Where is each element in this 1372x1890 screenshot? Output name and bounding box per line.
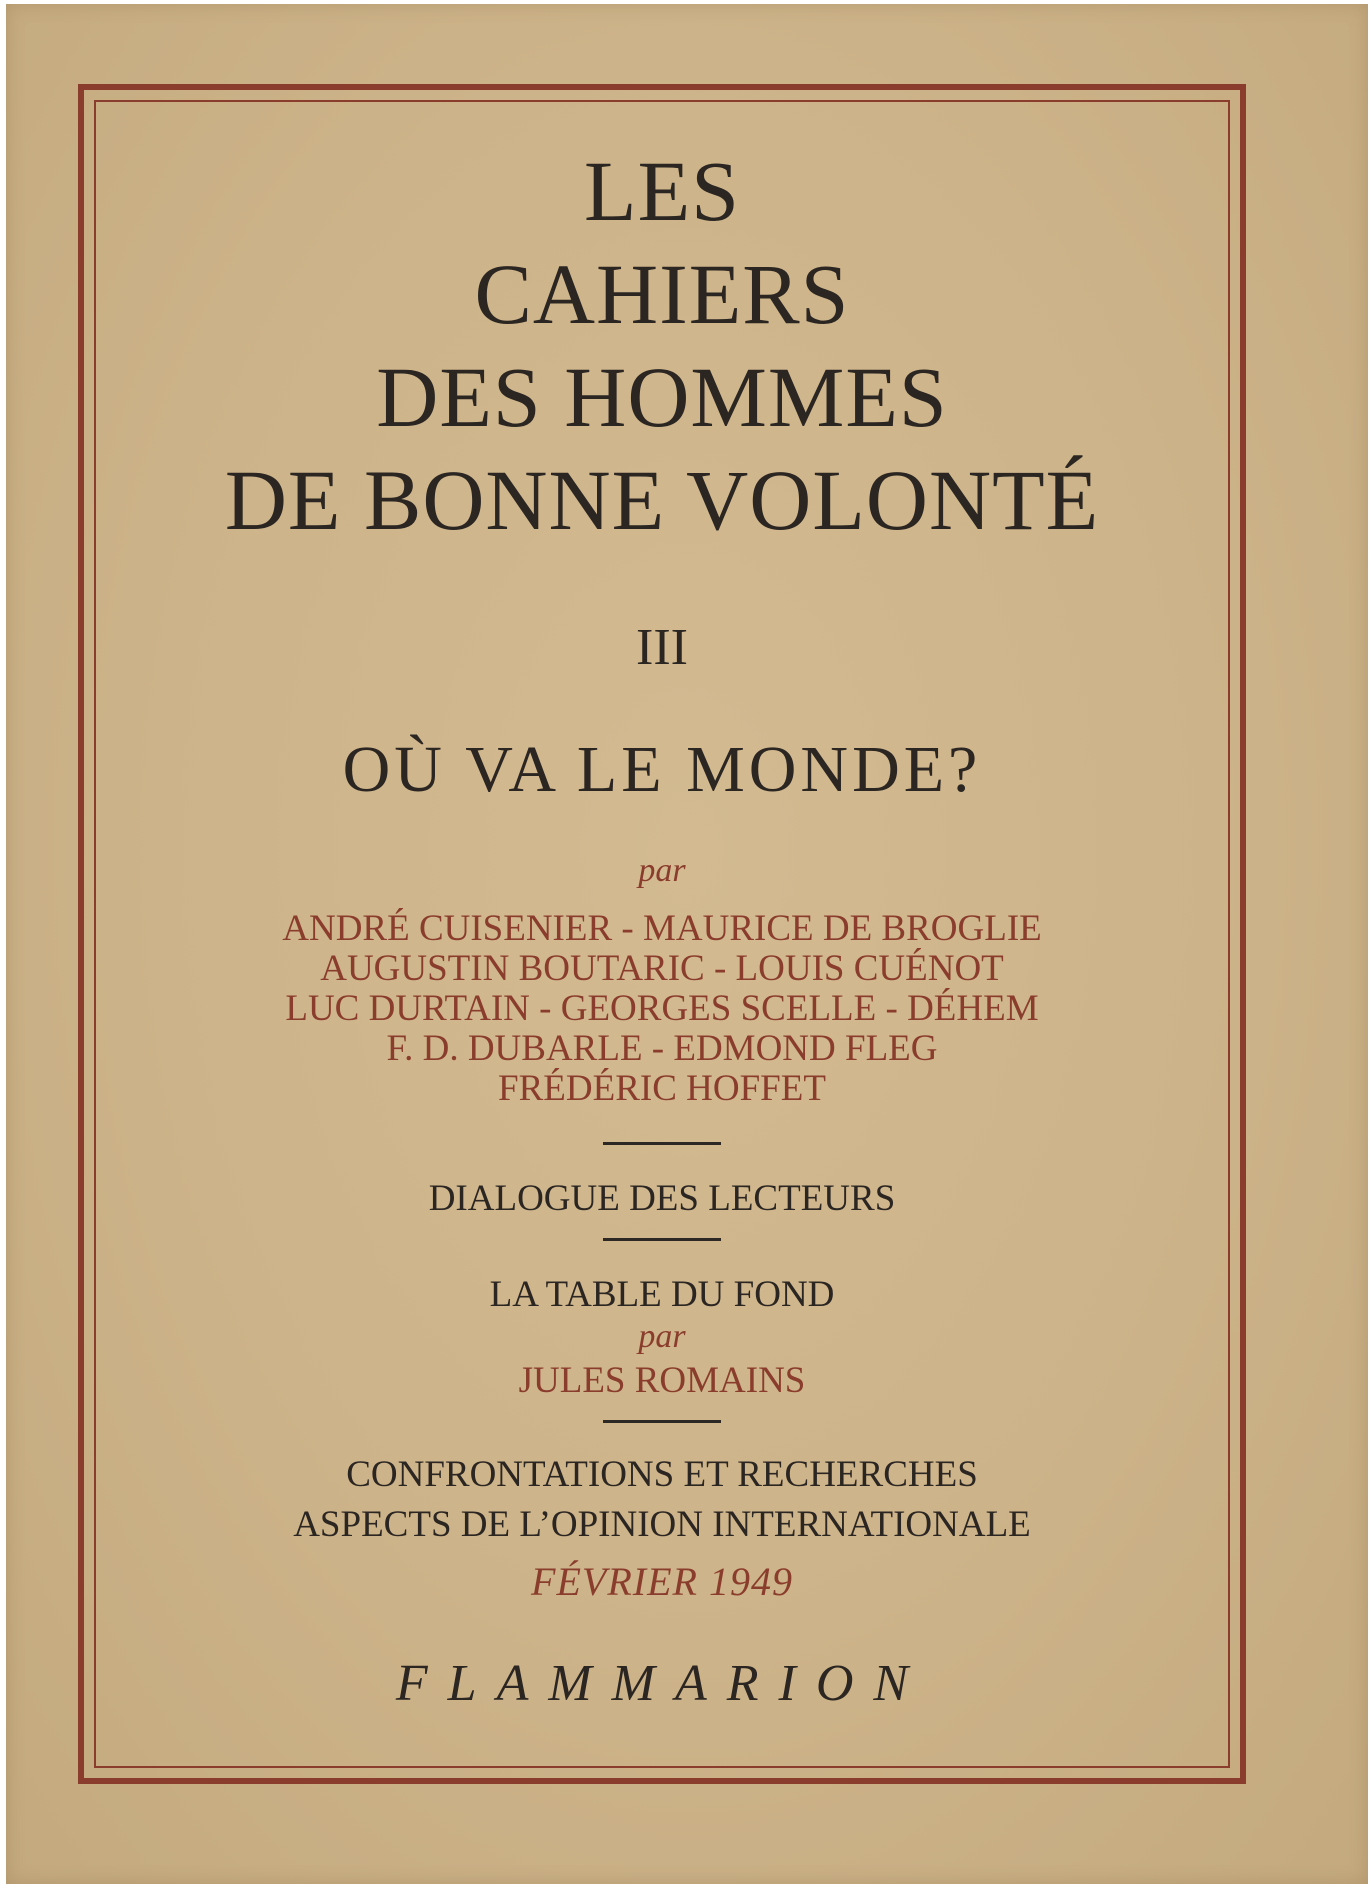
by-label: par bbox=[638, 852, 686, 889]
title-line-2: CAHIERS bbox=[474, 246, 850, 342]
table-title: LA TABLE DU FOND bbox=[489, 1274, 835, 1315]
author-line-5: FRÉDÉRIC HOFFET bbox=[498, 1068, 826, 1109]
issue-date: FÉVRIER 1949 bbox=[531, 1559, 793, 1604]
table-by-label: par bbox=[638, 1318, 686, 1355]
cover-content bbox=[96, 102, 1228, 1766]
divider-rule-1 bbox=[603, 1142, 721, 1145]
title-line-1: LES bbox=[584, 143, 740, 239]
title-line-4: DE BONNE VOLONTÉ bbox=[224, 452, 1100, 548]
dialogue-section: DIALOGUE DES LECTEURS bbox=[428, 1178, 896, 1219]
divider-rule-2 bbox=[603, 1238, 721, 1241]
section-line-2: ASPECTS DE L’OPINION INTERNATIONALE bbox=[293, 1504, 1031, 1545]
divider-rule-3 bbox=[603, 1420, 721, 1423]
publisher-name: FLAMMARION bbox=[395, 1655, 929, 1712]
author-line-1: ANDRÉ CUISENIER - MAURICE DE BROGLIE bbox=[282, 908, 1042, 949]
author-line-2: AUGUSTIN BOUTARIC - LOUIS CUÉNOT bbox=[320, 948, 1004, 989]
subtitle: OÙ VA LE MONDE? bbox=[342, 733, 982, 806]
section-line-1: CONFRONTATIONS ET RECHERCHES bbox=[346, 1454, 978, 1495]
author-line-4: F. D. DUBARLE - EDMOND FLEG bbox=[386, 1028, 938, 1069]
author-line-3: LUC DURTAIN - GEORGES SCELLE - DÉHEM bbox=[285, 988, 1039, 1029]
title-line-3: DES HOMMES bbox=[376, 349, 948, 445]
book-cover bbox=[6, 4, 1368, 1884]
volume-number: III bbox=[636, 619, 688, 676]
table-author: JULES ROMAINS bbox=[518, 1360, 806, 1401]
